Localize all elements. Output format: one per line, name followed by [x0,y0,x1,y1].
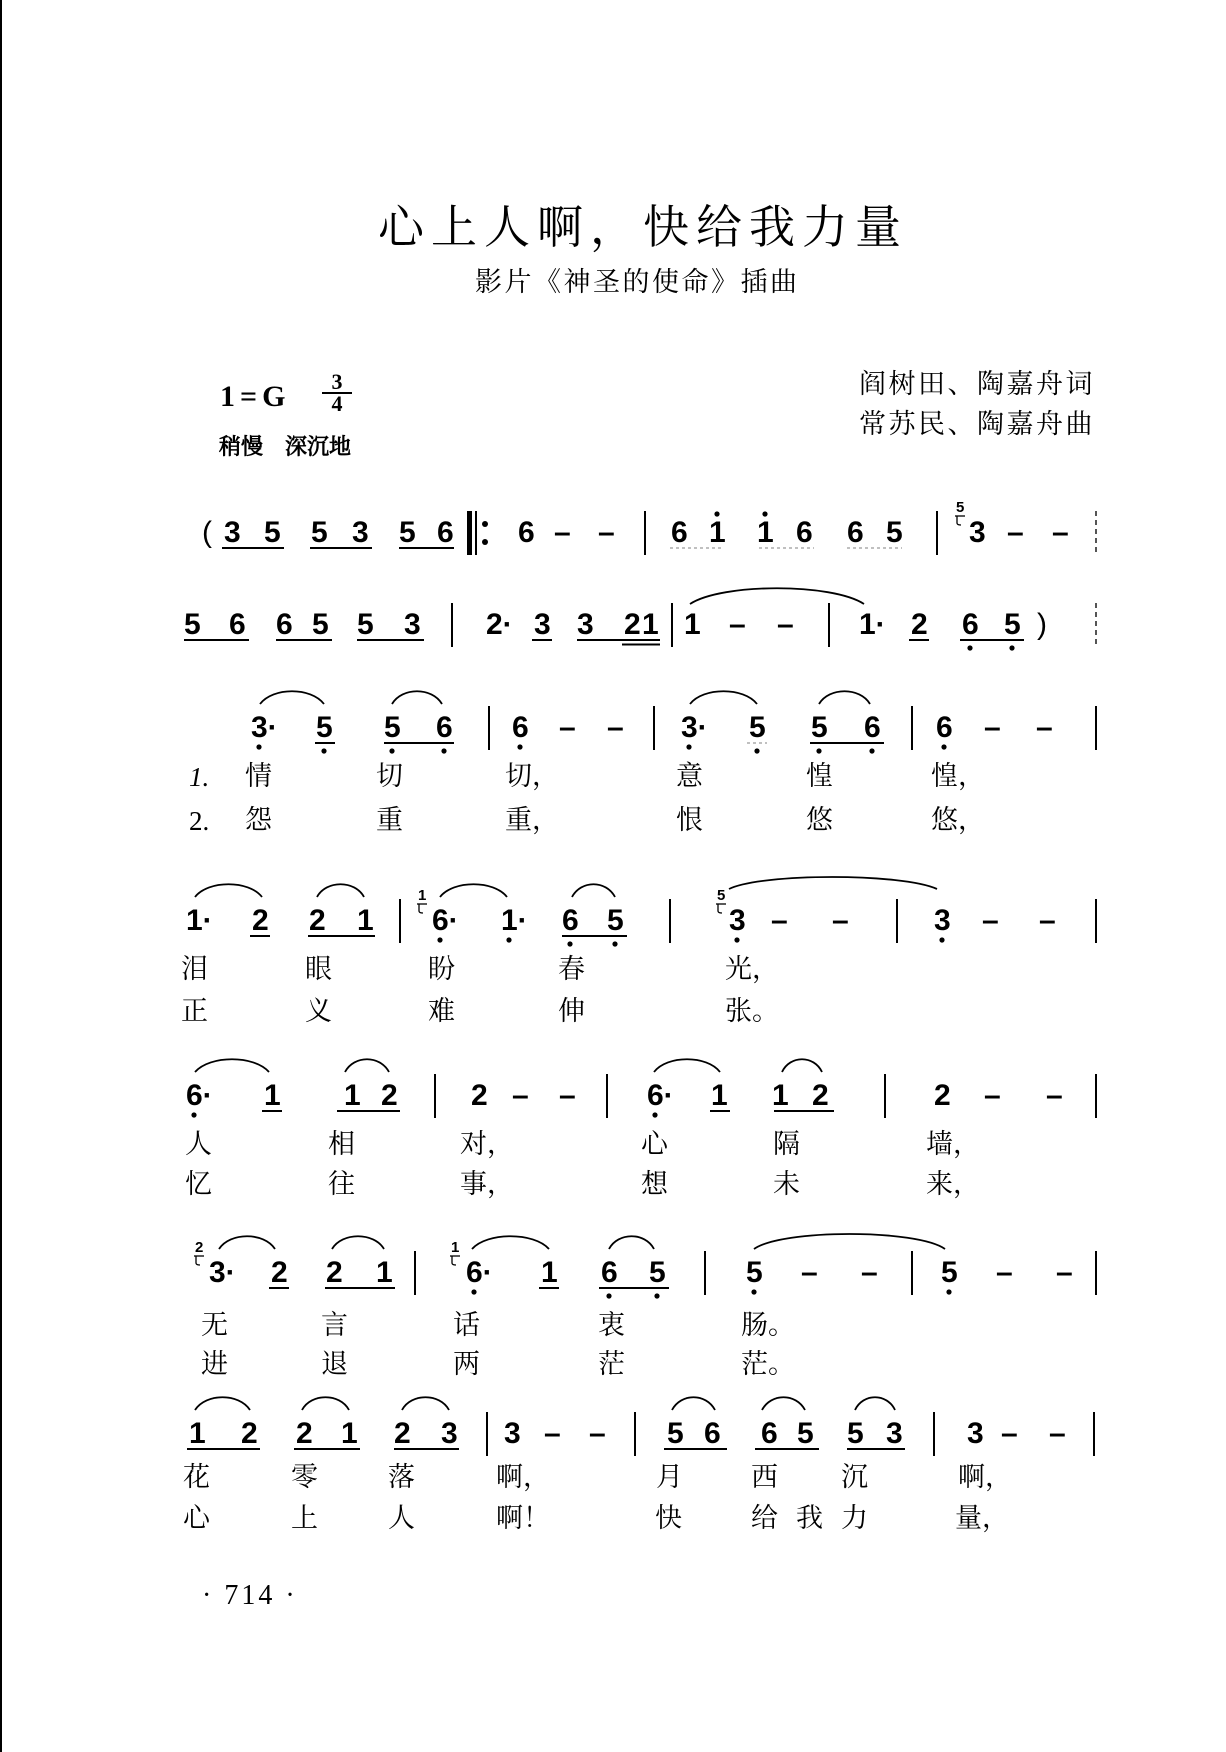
note: 3 [352,516,369,549]
lyric-char: 重， [505,805,559,836]
paren-close: ) [1037,608,1047,641]
lyric-char: 光， [725,954,779,985]
verse-number: 1. [189,762,210,792]
slur [609,1236,654,1249]
octave-dot-below [321,748,326,753]
lyric-char: 给 [751,1503,778,1534]
octave-dot-below [389,748,394,753]
lyric-char: 上 [291,1503,318,1534]
note: 6 [847,516,864,549]
lyric-char: 来， [926,1169,980,1200]
lyric-char: 肠。 [741,1310,795,1341]
time-signature-denominator: 4 [331,391,343,416]
lyric-char: 意 [676,761,703,792]
note: 6 [518,516,535,549]
note: 1 [684,608,701,641]
lyric-char: 啊！ [496,1503,550,1534]
tie [754,1234,945,1249]
tempo-marking: 稍慢 深沉地 [219,435,352,460]
lyricist-credit: 阎树田、陶嘉舟词 [859,369,1095,400]
slur [195,1397,250,1410]
lyric-char: 两 [453,1349,480,1380]
grace-note-hook [718,904,722,913]
note: 1 [264,1079,281,1112]
lyric-char: 眼 [305,954,332,985]
note: 3 [404,608,421,641]
dash: – [832,904,849,937]
slur [782,1059,822,1072]
dash: – [559,711,576,744]
note: 1 [341,1417,358,1450]
lyric-char: 西 [751,1462,778,1493]
note: 5 [311,516,328,549]
lyric-char: 快 [655,1503,682,1534]
slur [819,691,870,704]
lyric-char: 盼 [428,954,455,985]
octave-dot-below [686,744,691,749]
note: 6 [761,1417,778,1450]
note: 1 [189,1417,206,1450]
octave-dot-below [441,748,446,753]
note: 5 [649,1256,666,1289]
lyric-char: 量， [955,1503,1009,1534]
note: 1 [757,516,774,549]
lyric-char: 重 [376,805,403,836]
note: 6 [704,1417,721,1450]
note: 2· [486,608,513,641]
dash: – [1046,1079,1063,1112]
dash: – [598,516,615,549]
lyric-char: 落 [388,1462,415,1493]
note: 5 [1004,608,1021,641]
slur [317,884,364,897]
dash: – [861,1256,878,1289]
dash: – [1001,1417,1018,1450]
slur [654,1059,720,1072]
lyric-char: 心 [183,1503,210,1534]
note: 6 [864,711,881,744]
note: 5 [847,1417,864,1450]
note: 1· [501,904,528,937]
dash: – [607,711,624,744]
dash: – [729,608,746,641]
note: 3 [504,1417,521,1450]
octave-dot-below [652,1112,657,1117]
slur [690,691,757,704]
lyric-char: 言 [321,1310,348,1341]
slur [260,691,324,704]
grace-note: 1 [418,887,427,904]
note: 2 [309,904,326,937]
note: 5 [357,608,374,641]
note: 3 [224,516,241,549]
dash: – [1007,516,1024,549]
lyric-char: 茫 [598,1349,625,1380]
lyric-char: 往 [328,1169,355,1200]
lyric-char: 忆 [185,1169,212,1200]
lyric-char: 话 [453,1310,480,1341]
octave-dot-below [941,744,946,749]
note: 5 [811,711,828,744]
dash: – [512,1079,529,1112]
lyric-char: 啊， [496,1462,550,1493]
note: 2 [252,904,269,937]
dash: – [984,711,1001,744]
dash: – [1039,904,1056,937]
grace-note: 2 [195,1239,204,1256]
octave-dot-below [256,744,261,749]
note: 6 [601,1256,618,1289]
tie [690,588,864,604]
lyric-char: 张。 [725,996,779,1027]
song-subtitle: 影片《神圣的使命》插曲 [475,267,800,298]
note: 3 [967,1417,984,1450]
lyric-char: 怨 [245,805,272,836]
dash: – [559,1079,576,1112]
dash: – [1056,1256,1073,1289]
note: 1· [186,904,213,937]
dash: – [544,1417,561,1450]
slur [762,1397,805,1410]
dash: – [996,1256,1013,1289]
note: 6 [437,516,454,549]
note: 2 [326,1256,343,1289]
lyric-char: 墙， [926,1129,980,1160]
octave-dot-below [816,748,821,753]
lyric-char: 切 [376,761,403,792]
note: 2 [381,1079,398,1112]
lyric-char: 人 [185,1129,212,1160]
lyric-char: 力 [841,1503,868,1534]
note: 1 [642,608,659,641]
note: 1 [541,1256,558,1289]
slur [440,884,507,897]
lyric-char: 惶 [806,761,833,792]
note: 6 [936,711,953,744]
octave-dot-below [939,937,944,942]
octave-dot-below [567,941,572,946]
note: 5 [607,904,624,937]
grace-note: 5 [956,499,965,516]
note: 3 [886,1417,903,1450]
note: 5 [384,711,401,744]
note: 2 [241,1417,258,1450]
lyric-char: 惶， [931,761,985,792]
lyric-char: 想 [641,1169,668,1200]
octave-dot-below [967,645,972,650]
octave-dot-below [751,1289,756,1294]
octave-dot-below [734,937,739,942]
grace-note-hook [419,904,423,913]
lyric-char: 对， [460,1129,514,1160]
lyric-char: 啊， [958,1462,1012,1493]
dash: – [801,1256,818,1289]
dash: – [984,1079,1001,1112]
lyric-char: 衷 [598,1310,625,1341]
note: 6 [229,608,246,641]
note: 1 [357,904,374,937]
page-number: · 714 · [202,1580,298,1611]
octave-dot-below [654,1293,659,1298]
octave-dot-below [506,937,511,942]
lyric-char: 沉 [841,1462,868,1493]
repeat-dot [482,539,488,545]
lyric-char: 退 [321,1349,348,1380]
dash: – [554,516,571,549]
octave-dot-below [1009,645,1014,650]
repeat-dot [482,521,488,527]
note: 6 [276,608,293,641]
lyric-char: 月 [656,1462,683,1493]
note: 3 [534,608,551,641]
note: 3· [681,711,708,744]
octave-dot-below [946,1289,951,1294]
note: 5 [886,516,903,549]
note: 6· [647,1079,674,1112]
lyric-char: 人 [388,1503,415,1534]
note: 2 [471,1079,488,1112]
note: 5 [264,516,281,549]
paren-open: ( [202,516,212,549]
note: 1 [772,1079,789,1112]
note: 3 [934,904,951,937]
note: 5 [399,516,416,549]
note: 1 [376,1256,393,1289]
lyric-char: 切， [505,761,559,792]
slur [345,1059,389,1072]
note: 2 [271,1256,288,1289]
octave-dot-below [517,744,522,749]
lyric-char: 恨 [676,805,703,836]
note: 6 [962,608,979,641]
note: 6 [796,516,813,549]
composer-credit: 常苏民、陶嘉舟曲 [859,409,1095,440]
note: 6 [562,904,579,937]
note: 6 [512,711,529,744]
note: 2 [624,608,641,641]
lyric-char: 悠 [806,805,833,836]
lyric-char: 零 [291,1462,318,1493]
grace-note: 1 [451,1239,460,1256]
note: 6· [186,1079,213,1112]
slur [855,1397,895,1410]
note: 1· [859,608,886,641]
lyric-char: 正 [181,996,208,1027]
dash: – [589,1417,606,1450]
lyric-char: 茫。 [741,1349,795,1380]
note: 2 [394,1417,411,1450]
time-signature [322,369,352,416]
note: 2 [911,608,928,641]
note: 3 [577,608,594,641]
lyric-char: 无 [201,1310,228,1341]
note: 2 [812,1079,829,1112]
slur [195,884,262,897]
lyric-char: 情 [245,761,272,792]
octave-dot-below [191,1112,196,1117]
dash: – [777,608,794,641]
note: 5 [797,1417,814,1450]
note: 3 [969,516,986,549]
note: 5 [316,711,333,744]
slur [402,1397,449,1410]
dash: – [1036,711,1053,744]
note: 6· [466,1256,493,1289]
lyric-char: 难 [428,996,455,1027]
lyric-char: 相 [328,1129,355,1160]
key-signature: 1=G [220,380,291,413]
lyric-char: 我 [796,1503,823,1534]
note: 3 [441,1417,458,1450]
dash: – [1049,1417,1066,1450]
lyric-char: 春 [558,954,585,985]
note: 2 [296,1417,313,1450]
dash: – [771,904,788,937]
grace-note: 5 [717,887,726,904]
note: 5 [746,1256,763,1289]
time-signature-numerator: 3 [322,372,352,394]
note: 3· [251,711,278,744]
octave-dot-below [869,748,874,753]
slur [302,1397,349,1410]
dash: – [1052,516,1069,549]
octave-dot-below [754,748,759,753]
tie [729,877,937,889]
lyric-char: 隔 [773,1129,800,1160]
note: 5 [749,711,766,744]
grace-note-hook [196,1256,200,1265]
note: 3 [729,904,746,937]
note: 3· [209,1256,236,1289]
lyric-char: 泪 [181,954,208,985]
note: 5 [941,1256,958,1289]
verse-number: 2. [189,806,210,836]
repeat-barline-thick [467,511,472,555]
slur [332,1236,384,1249]
lyric-char: 花 [183,1462,210,1493]
grace-note-hook [452,1256,456,1265]
octave-dot-below [471,1289,476,1294]
slur [472,1236,549,1249]
note: 6 [436,711,453,744]
lyric-char: 义 [305,996,332,1027]
octave-dot-below [606,1293,611,1298]
note: 2 [934,1079,951,1112]
lyric-char: 未 [773,1169,800,1200]
note: 1 [709,516,726,549]
lyric-char: 悠， [931,805,985,836]
lyric-char: 伸 [558,996,585,1027]
slur [572,884,615,897]
slur [672,1397,715,1410]
octave-dot-below [437,937,442,942]
grace-note-hook [957,516,961,525]
dash: – [982,904,999,937]
note: 1 [344,1079,361,1112]
lyric-char: 进 [201,1349,228,1380]
note: 6· [432,904,459,937]
lyric-char: 心 [641,1129,668,1160]
octave-dot-below [612,941,617,946]
slur [195,1059,269,1072]
note: 1 [711,1079,728,1112]
slur [392,691,442,704]
note: 5 [184,608,201,641]
note: 6 [671,516,688,549]
slur [219,1236,275,1249]
note: 5 [667,1417,684,1450]
note: 5 [312,608,329,641]
lyric-char: 事， [460,1169,514,1200]
song-title: 心上人啊，快给我力量 [378,200,908,254]
